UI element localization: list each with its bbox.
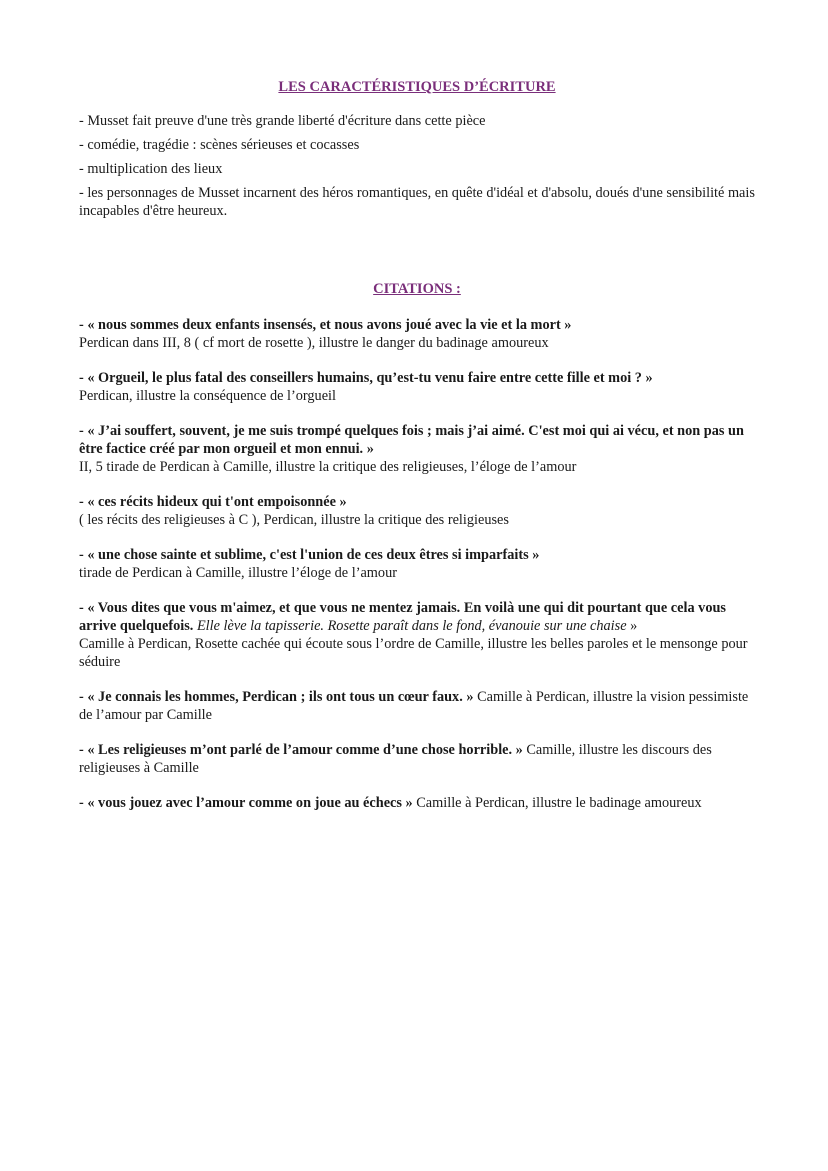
document-page [79, 78, 755, 829]
citation-quote: - « vous jouez avec l’amour comme on joue au échecs » [79, 795, 413, 811]
citation-item [79, 794, 755, 812]
feature-item: - comédie, tragédie : scènes sérieuses et cocasses [79, 137, 360, 153]
citation-quote: - « J’ai souffert, souvent, je me suis trompé quelques fois ; mais j’ai aimé. C'est moi qui ai vécu, et non pas un être factice créé par mon orgueil et mon ennui. » [79, 423, 744, 457]
citation-comment: ( les récits des religieuses à C ), Perdican, illustre la critique des religieuses [79, 512, 509, 528]
citation-item [79, 599, 755, 671]
citation-quote: - « Les religieuses m’ont parlé de l’amour comme d’une chose horrible. » [79, 742, 523, 758]
features-list [79, 112, 755, 220]
citation-stage-direction: Elle lève la tapisserie. Rosette paraît dans le fond, évanouie sur une chaise [196, 618, 627, 634]
citation-item [79, 741, 755, 777]
feature-item: - multiplication des lieux [79, 161, 223, 177]
citation-item [79, 688, 755, 724]
feature-item: - Musset fait preuve d'une très grande liberté d'écriture dans cette pièce [79, 113, 486, 129]
citation-item [79, 316, 755, 352]
citation-comment: Camille à Perdican, illustre la vision pessimiste de l’amour par Camille [79, 689, 749, 723]
citation-quote-line [79, 599, 755, 635]
citation-quote-close: » [630, 618, 638, 634]
citations-list [79, 316, 755, 812]
citation-comment: Perdican dans III, 8 ( cf mort de rosette ), illustre le danger du badinage amoureux [79, 335, 549, 351]
citation-item [79, 546, 755, 582]
citation-comment: II, 5 tirade de Perdican à Camille, illustre la critique des religieuses, l’éloge de l’amour [79, 459, 577, 475]
citation-item [79, 493, 755, 529]
citation-item [79, 369, 755, 405]
citation-quote: - « Vous dites que vous m'aimez, et que vous ne mentez jamais. En voilà une qui dit pourtant que cela vous arrive quelquefois. [79, 600, 726, 634]
section-writing-features [79, 78, 755, 220]
citation-quote: - « nous sommes deux enfants insensés, et nous avons joué avec la vie et la mort » [79, 317, 572, 333]
citation-comment: Perdican, illustre la conséquence de l’orgueil [79, 388, 336, 404]
citation-item [79, 422, 755, 476]
section-title-features: LES CARACTÉRISTIQUES D’ÉCRITURE [278, 79, 556, 95]
citation-quote: - « Orgueil, le plus fatal des conseillers humains, qu’est-tu venu faire entre cette fille et moi ? » [79, 370, 653, 386]
citation-comment: tirade de Perdican à Camille, illustre l’éloge de l’amour [79, 565, 397, 581]
citation-quote: - « Je connais les hommes, Perdican ; ils ont tous un cœur faux. » [79, 689, 474, 705]
citation-comment: Camille à Perdican, Rosette cachée qui écoute sous l’ordre de Camille, illustre les belles paroles et le mensonge pour séduire [79, 636, 748, 670]
citation-comment: Camille à Perdican, illustre le badinage amoureux [416, 795, 702, 811]
section-title-citations: CITATIONS : [373, 281, 461, 297]
section-citations [79, 280, 755, 812]
citation-comment: Camille, illustre les discours des religieuses à Camille [79, 742, 712, 776]
citation-quote: - « une chose sainte et sublime, c'est l'union de ces deux êtres si imparfaits » [79, 547, 540, 563]
feature-item: - les personnages de Musset incarnent des héros romantiques, en quête d'idéal et d'absolu, doués d'une sensibilité mais incapables d'être heureux. [79, 185, 755, 219]
citation-quote: - « ces récits hideux qui t'ont empoisonnée » [79, 494, 347, 510]
